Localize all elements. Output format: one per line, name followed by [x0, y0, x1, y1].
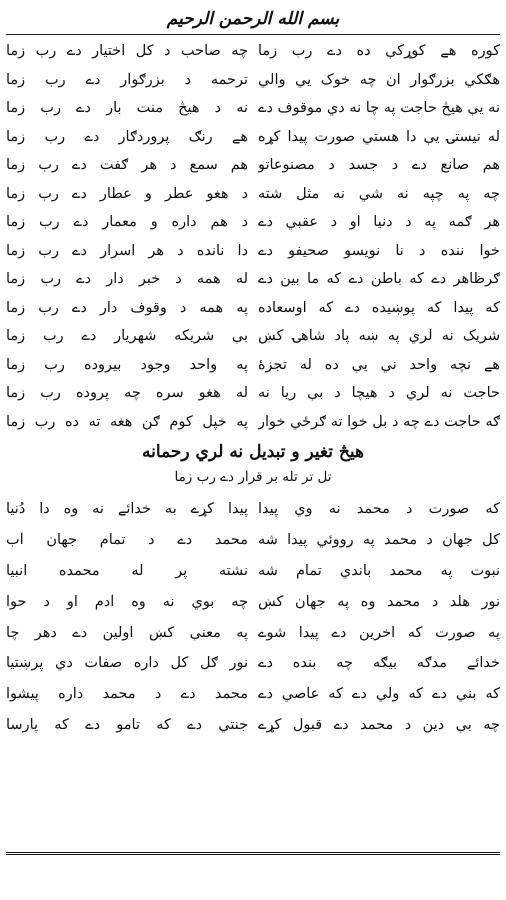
- second-hemistich: د هغو عطر و عطار دے رب زما: [6, 185, 249, 202]
- first-hemistich: هر ګمه په د دنيا او د عقبي دے: [257, 214, 500, 231]
- first-hemistich: هے نچه واحد ني يې ده له تجزۀ: [257, 356, 500, 373]
- couplet: [6, 379, 500, 408]
- first-hemistich: خوا ننده د نا نويسو صحيفو دے: [257, 242, 500, 259]
- second-hemistich: چه صاحب د کل اختيار دے رب زما: [6, 43, 249, 60]
- couplet: [6, 322, 500, 351]
- second-hemistich: پيدا کړے به خدائے نه وه دا دُنيا: [6, 501, 249, 518]
- couplet: [6, 94, 500, 123]
- couplet: [6, 586, 500, 617]
- second-hemistich: د هم داره و معمار دے رب زما: [6, 214, 249, 231]
- couplet: [6, 208, 500, 237]
- second-hemistich: دا نانده د هر اسرار دے رب زما: [6, 242, 249, 259]
- second-hemistich: له هغو سره چه پروده رب زما: [6, 385, 249, 402]
- section-title: هيڅ تغير و تبديل نه لري رحمانه: [142, 442, 364, 462]
- first-hemistich: نه يې هيڅ حاجت په چا نه دي موقوف دے: [257, 100, 500, 117]
- couplet: [6, 525, 500, 556]
- second-hemistich: له همه د خبر دار دے رب زما: [6, 271, 249, 288]
- couplet: [6, 648, 500, 679]
- poem-section-1: [6, 37, 500, 436]
- couplet: [6, 710, 500, 741]
- first-hemistich: کوره هے کوړکې ده دے رب زما: [257, 43, 500, 60]
- second-hemistich: نه د هيڅ منت بار دے رب زما: [6, 100, 249, 117]
- couplet: [6, 494, 500, 525]
- first-hemistich: که پيدا که پوښيده دے که اوسعاده: [257, 299, 500, 316]
- first-hemistich: چه په چپه نه شي نه مثل شته: [257, 185, 500, 202]
- couplet: [6, 351, 500, 380]
- couplet: [6, 151, 500, 180]
- first-hemistich: که صورت د محمد نه وي پيدا: [257, 501, 500, 518]
- second-hemistich: هے رنګ پروردګار دے رب زما: [6, 128, 249, 145]
- first-hemistich: هګکي بزرګوار ان چه خوک يي والي: [257, 71, 500, 88]
- second-hemistich: په معنې کښ اولين دے دهر چا: [6, 624, 249, 641]
- section-subtitle: تل تر تله بر قرار دے رب زما: [174, 469, 332, 485]
- first-hemistich: که بني دے که ولي دے که عاصي دے: [257, 686, 500, 703]
- second-hemistich: هم سمع د هر ګفت دے رب زما: [6, 157, 249, 174]
- first-hemistich: په صورت که آخرين دے پيدا شوے: [257, 624, 500, 641]
- couplet: [6, 617, 500, 648]
- couplet: [6, 556, 500, 587]
- couplet: [6, 66, 500, 95]
- second-hemistich: محمد دے د محمد داره پيشوا: [6, 686, 249, 703]
- first-hemistich: له نيستۍ يې دا هستي صورت پيدا کړه: [257, 128, 500, 145]
- first-hemistich: حاجت نه لري د هيچا د بې ريا نه: [257, 385, 500, 402]
- second-hemistich: ترحمه د بزرګوار دے رب زما: [6, 71, 249, 88]
- couplet: [6, 679, 500, 710]
- first-hemistich: شريک نه لري په ښه پاد شاهۍ کښ: [257, 328, 500, 345]
- couplet: [6, 265, 500, 294]
- couplet: [6, 408, 500, 437]
- bottom-rule: [6, 852, 500, 855]
- second-hemistich: چه بوي نه وه آدم او د حوا: [6, 593, 249, 610]
- poem-section-2: [6, 494, 500, 740]
- couplet: [6, 237, 500, 266]
- second-hemistich: په خپل کوم ګن هغه ته ده رب زما: [6, 413, 249, 430]
- second-hemistich: جنتي دے که تامو دے که پارسا: [6, 716, 249, 733]
- first-hemistich: نبوت په محمد باندي تمام شه: [257, 562, 500, 579]
- couplet: [6, 294, 500, 323]
- first-hemistich: ګه حاجت دے چه د بل خوا ته ګرځي خوار: [257, 413, 500, 430]
- first-hemistich: ګرظاهر دے که باطن دے که ما بين دے: [257, 271, 500, 288]
- couplet: [6, 123, 500, 152]
- first-hemistich: هم صانع دے د جسد د مصنوعاتو: [257, 157, 500, 174]
- second-hemistich: نشته پر له محمده انبيا: [6, 562, 249, 579]
- second-hemistich: په همه د وقوف دار دے رب زما: [6, 299, 249, 316]
- first-hemistich: کل جهان د محمد په رووئي پيدا شه: [257, 532, 500, 549]
- couplet: [6, 37, 500, 66]
- second-hemistich: محمد دے د تمام جهان آب: [6, 532, 249, 549]
- couplet: [6, 180, 500, 209]
- basmala-heading: بسم الله الرحمن الرحيم: [166, 9, 340, 29]
- top-rule: [6, 34, 500, 35]
- first-hemistich: نور هلد د محمد وه په جهان کښ: [257, 593, 500, 610]
- first-hemistich: چه بې دين د محمد دے قبول کړے: [257, 716, 500, 733]
- second-hemistich: په واحد وجود بيروده رب زما: [6, 356, 249, 373]
- first-hemistich: خدائے مدګه بيګه چه بنده دے: [257, 655, 500, 672]
- second-hemistich: نور ګل کل داره صفات دي پرښتيا: [6, 655, 249, 672]
- second-hemistich: بې شريکه شهريار دے رب زما: [6, 328, 249, 345]
